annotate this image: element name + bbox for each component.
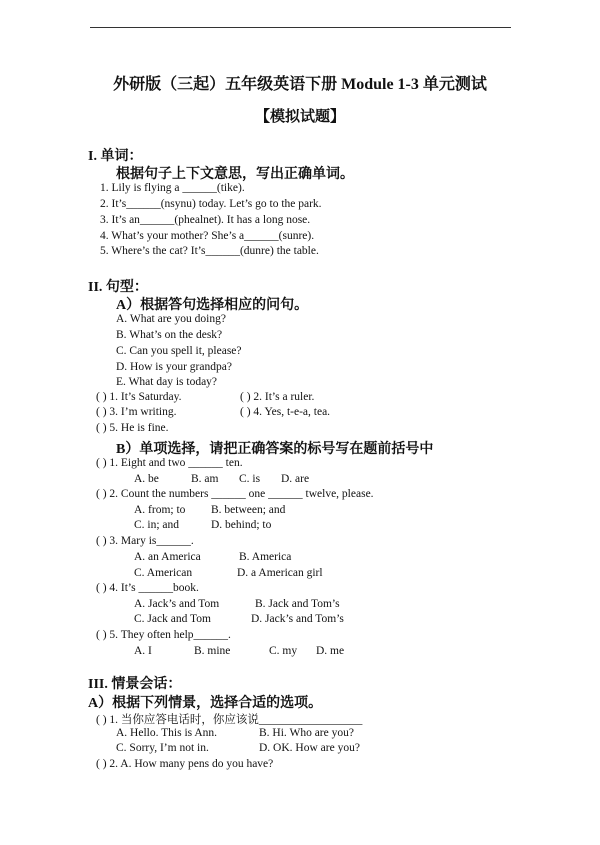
- s2b-q3-option-c: C. American: [134, 567, 193, 579]
- s2b-q3-option-d: D. a American girl: [237, 567, 323, 579]
- s2a-option-b: B. What’s on the desk?: [116, 329, 223, 341]
- s1-item-2: 2. It’s______(nsynu) today. Let’s go to the park.: [100, 198, 322, 210]
- s2a-question-5: ( ) 5. He is fine.: [96, 422, 169, 434]
- s2b-question-1: ( ) 1. Eight and two ______ ten.: [96, 457, 243, 469]
- s1-item-4: 4. What’s your mother? She’s a______(sunre).: [100, 230, 315, 242]
- s2b-q2-option-a: A. from; to: [134, 504, 186, 516]
- s1-item-1: 1. Lily is flying a ______(tike).: [100, 182, 245, 194]
- s3-q1-option-a: A. Hello. This is Ann.: [116, 727, 218, 739]
- s2b-q4-option-c: C. Jack and Tom: [134, 613, 211, 625]
- section-2b-instruction: B）单项选择，请把正确答案的标号写在题前括号中: [116, 442, 434, 457]
- page-title: 外研版（三起）五年级英语下册 Module 1-3 单元测试: [113, 76, 487, 93]
- s2a-question-1: ( ) 1. It’s Saturday.: [96, 391, 182, 403]
- s3-q1-option-b: B. Hi. Who are you?: [259, 727, 354, 739]
- s2b-q4-option-a: A. Jack’s and Tom: [134, 598, 220, 610]
- s2a-question-4: ( ) 4. Yes, t-e-a, tea.: [240, 406, 331, 418]
- s2b-q5-option-b: B. mine: [194, 645, 231, 657]
- s2a-question-3: ( ) 3. I’m writing.: [96, 406, 177, 418]
- s1-item-5: 5. Where’s the cat? It’s______(dunre) the table.: [100, 245, 319, 257]
- s2a-option-c: C. Can you spell it, please?: [116, 345, 242, 357]
- s2a-question-2: ( ) 2. It’s a ruler.: [240, 391, 315, 403]
- section-2-heading: II. 句型：: [88, 280, 148, 295]
- section-1-heading: I. 单词：: [88, 149, 143, 164]
- s2b-q3-option-b: B. America: [239, 551, 292, 563]
- s2a-option-e: E. What day is today?: [116, 376, 218, 388]
- s2b-q1-option-b: B. am: [191, 473, 219, 485]
- s2b-q3-option-a: A. an America: [134, 551, 201, 563]
- s2b-q2-option-c: C. in; and: [134, 519, 180, 531]
- s2b-question-5: ( ) 5. They often help______.: [96, 629, 231, 641]
- s3-question-2: ( ) 2. A. How many pens do you have?: [96, 758, 274, 770]
- s2a-option-a: A. What are you doing?: [116, 313, 226, 325]
- section-3-instruction: A）根据下列情景，选择合适的选项。: [88, 696, 323, 711]
- section-3-heading: III. 情景会话：: [88, 677, 182, 692]
- s2b-q5-option-a: A. I: [134, 645, 152, 657]
- s2b-question-3: ( ) 3. Mary is______.: [96, 535, 194, 547]
- s3-question-1: ( ) 1. 当你应答电话时，你应该说__________________: [96, 714, 363, 726]
- s3-q1-option-d: D. OK. How are you?: [259, 742, 360, 754]
- s2b-q2-option-b: B. between; and: [211, 504, 286, 516]
- page-subtitle: 【模拟试题】: [254, 109, 345, 125]
- s2b-question-4: ( ) 4. It’s ______book.: [96, 582, 199, 594]
- s2b-q1-option-d: D. are: [281, 473, 310, 485]
- section-2a-instruction: A）根据答句选择相应的问句。: [116, 298, 309, 313]
- s2b-question-2: ( ) 2. Count the numbers ______ one ______ twelve, please.: [96, 488, 374, 500]
- s2b-q5-option-d: D. me: [316, 645, 345, 657]
- s2b-q4-option-b: B. Jack and Tom’s: [255, 598, 340, 610]
- s2a-option-d: D. How is your grandpa?: [116, 361, 232, 373]
- s2b-q2-option-d: D. behind; to: [211, 519, 272, 531]
- s2b-q5-option-c: C. my: [269, 645, 298, 657]
- header-rule: [90, 27, 511, 28]
- s2b-q1-option-a: A. be: [134, 473, 159, 485]
- s2b-q1-option-c: C. is: [239, 473, 261, 485]
- s1-item-3: 3. It’s an______(phealnet). It has a long nose.: [100, 214, 311, 226]
- s2b-q4-option-d: D. Jack’s and Tom’s: [251, 613, 344, 625]
- section-1-instruction: 根据句子上下文意思，写出正确单词。: [116, 167, 354, 182]
- s3-q1-option-c: C. Sorry, I’m not in.: [116, 742, 209, 754]
